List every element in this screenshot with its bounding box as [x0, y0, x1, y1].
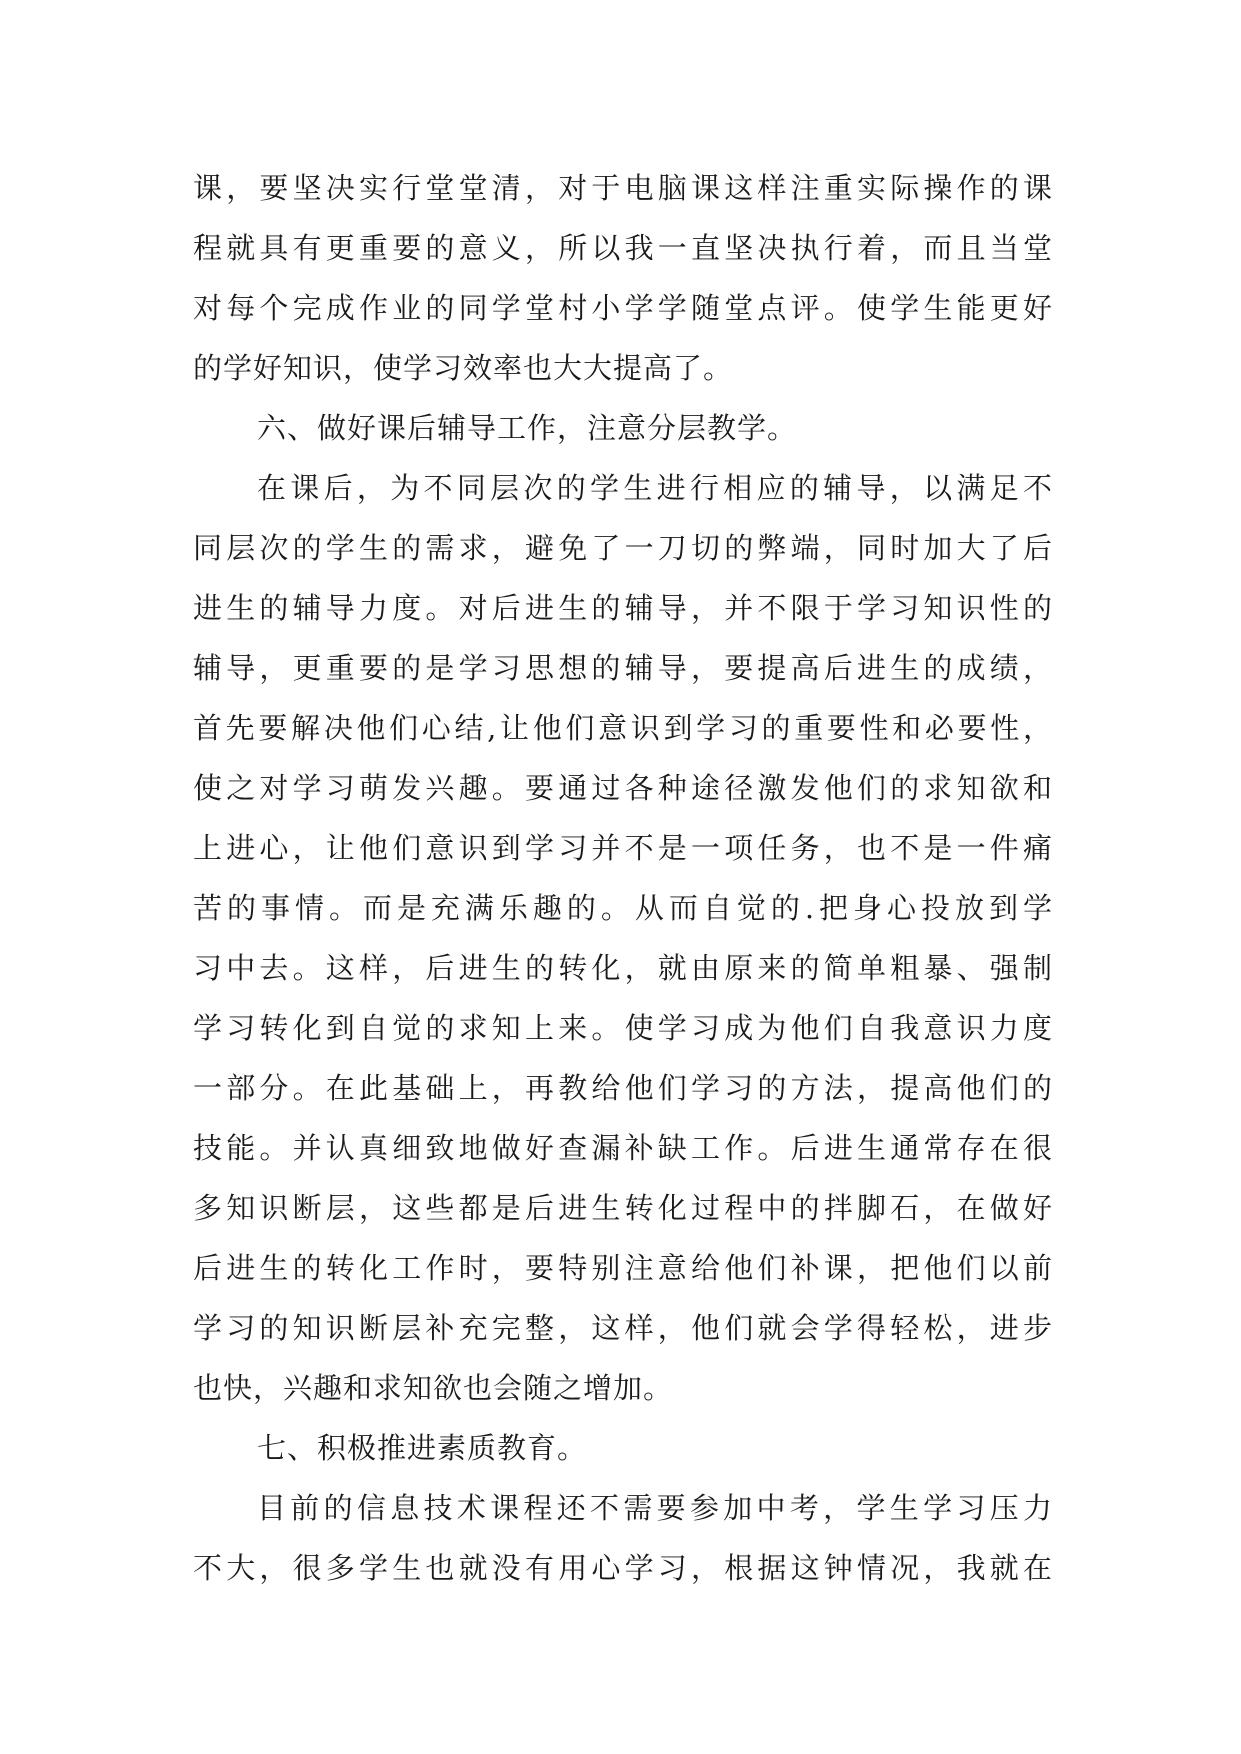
text-line: 对每个完成作业的同学堂村小学学随堂点评。使学生能更好	[193, 291, 1053, 325]
text-line: 上进心，让他们意识到学习并不是一项任务，也不是一件痛	[193, 831, 1053, 865]
text-line: 进生的辅导力度。对后进生的辅导，并不限于学习知识性的	[193, 591, 1053, 625]
text-line: 课，要坚决实行堂堂清，对于电脑课这样注重实际操作的课	[193, 171, 1053, 205]
text-line: 在课后，为不同层次的学生进行相应的辅导，以满足不	[257, 471, 1053, 505]
text-line: 技能。并认真细致地做好查漏补缺工作。后进生通常存在很	[193, 1131, 1053, 1165]
text-line: 的学好知识，使学习效率也大大提高了。	[193, 351, 734, 385]
text-line: 学习的知识断层补充完整，这样，他们就会学得轻松，进步	[193, 1311, 1053, 1345]
text-line: 六、做好课后辅导工作，注意分层教学。	[257, 411, 798, 445]
text-line: 一部分。在此基础上，再教给他们学习的方法，提高他们的	[193, 1071, 1053, 1105]
document-body	[193, 158, 1053, 1598]
text-line: 目前的信息技术课程还不需要参加中考，学生学习压力	[257, 1491, 1053, 1525]
text-line: 程就具有更重要的意义，所以我一直坚决执行着，而且当堂	[193, 231, 1053, 265]
text-line: 首先要解决他们心结,让他们意识到学习的重要性和必要性，	[193, 711, 1053, 745]
text-line: 不大，很多学生也就没有用心学习，根据这钟情况，我就在	[193, 1551, 1053, 1585]
text-line: 学习转化到自觉的求知上来。使学习成为他们自我意识力度	[193, 1011, 1053, 1045]
text-line: 使之对学习萌发兴趣。要通过各种途径激发他们的求知欲和	[193, 771, 1053, 805]
text-line: 同层次的学生的需求，避免了一刀切的弊端，同时加大了后	[193, 531, 1053, 565]
text-line: 苦的事情。而是充满乐趣的。从而自觉的.把身心投放到学	[193, 891, 1053, 925]
text-line: 也快，兴趣和求知欲也会随之增加。	[193, 1371, 674, 1405]
text-line: 多知识断层，这些都是后进生转化过程中的拌脚石，在做好	[193, 1191, 1053, 1225]
text-line: 习中去。这样，后进生的转化，就由原来的简单粗暴、强制	[193, 951, 1053, 985]
text-line: 后进生的转化工作时，要特别注意给他们补课，把他们以前	[193, 1251, 1053, 1285]
text-line: 辅导，更重要的是学习思想的辅导，要提高后进生的成绩，	[193, 651, 1053, 685]
text-line: 七、积极推进素质教育。	[257, 1431, 588, 1465]
